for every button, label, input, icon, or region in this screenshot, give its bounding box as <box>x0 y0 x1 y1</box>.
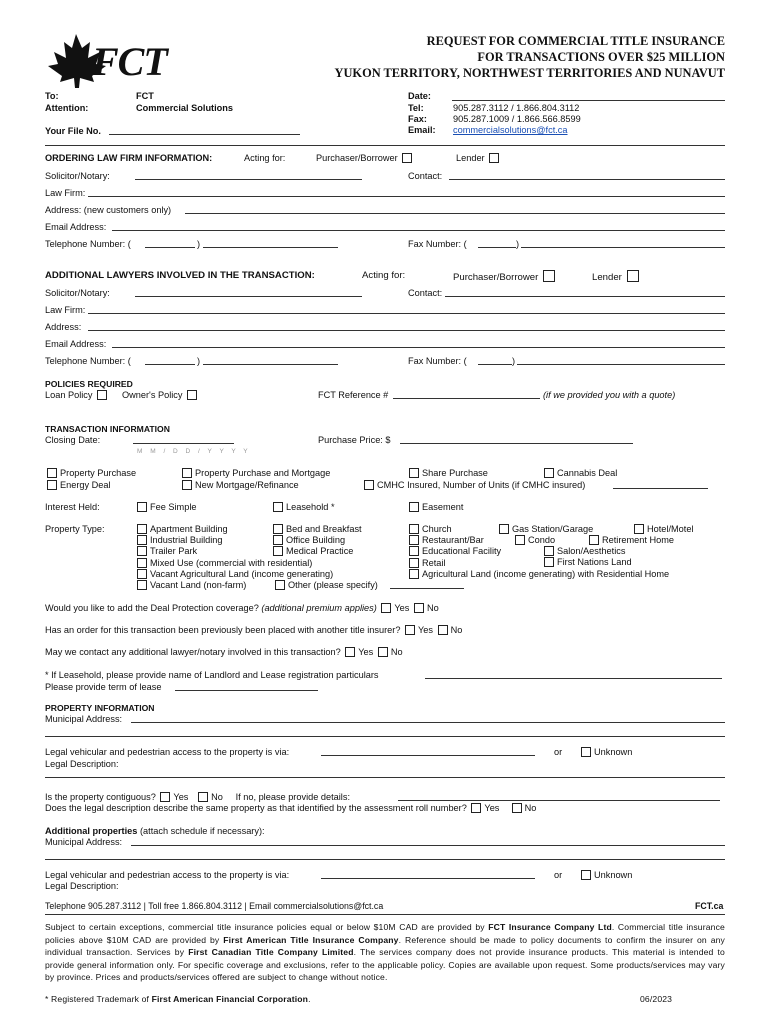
additional-purchaser-label: Purchaser/Borrower <box>453 272 539 283</box>
ptype-label: Agricultural Land (income generating) with Residential Home <box>422 568 670 579</box>
purchase-mortgage-option[interactable] <box>180 468 330 478</box>
q1-no-label: No <box>426 603 439 613</box>
additional-lawfirm-label: Law Firm: <box>45 305 86 315</box>
ptype-checkbox[interactable] <box>137 535 147 545</box>
legal-match-no-checkbox[interactable] <box>512 803 522 813</box>
policies-heading: POLICIES REQUIRED <box>45 379 133 389</box>
new-mortgage-checkbox[interactable] <box>182 480 192 490</box>
purchase-mortgage-label: Property Purchase and Mortgage <box>195 468 331 478</box>
additional-properties-note: (attach schedule if necessary): <box>139 826 265 836</box>
contiguous-no-label: No <box>211 792 223 802</box>
ordering-fax-field[interactable] <box>521 238 725 248</box>
additional-access-unknown-checkbox[interactable] <box>581 870 591 880</box>
ptype-gas-station[interactable] <box>497 524 593 534</box>
ptype-checkbox[interactable] <box>137 558 147 568</box>
ordering-solicitor-field[interactable] <box>135 170 362 180</box>
ptype-label: Trailer Park <box>150 546 198 557</box>
ptype-label: Office Building <box>286 535 346 546</box>
ptype-condo[interactable] <box>513 535 555 545</box>
leasehold-label: Leasehold * <box>286 502 335 512</box>
ptype-checkbox[interactable] <box>544 557 554 567</box>
ordering-heading: ORDERING LAW FIRM INFORMATION: <box>45 153 213 163</box>
additional-email-label: Email Address: <box>45 339 107 349</box>
additional-fax-field[interactable] <box>517 355 725 365</box>
contiguous-no-checkbox[interactable] <box>198 792 208 802</box>
legal-match-question <box>45 803 536 813</box>
access-unknown-checkbox[interactable] <box>581 747 591 757</box>
loan-policy-option[interactable] <box>45 390 110 400</box>
ptype-agri-residential[interactable] <box>407 569 669 580</box>
ptype-checkbox[interactable] <box>273 546 283 556</box>
trademark-text: * Registered Trademark of <box>45 994 152 1004</box>
legal-line-1 <box>45 777 725 778</box>
access-unknown-label: Unknown <box>594 747 633 757</box>
ordering-lender-label: Lender <box>456 153 485 163</box>
additional-solicitor-field[interactable] <box>135 287 362 297</box>
cannabis-option[interactable] <box>542 468 617 478</box>
additional-fax-area-field[interactable] <box>478 355 512 365</box>
disclaimer-first-american: First American Title Insurance Company <box>223 934 399 945</box>
q3-no-checkbox[interactable] <box>378 647 388 657</box>
form-title <box>335 33 725 81</box>
municipal-address-label: Municipal Address: <box>45 714 123 724</box>
ordering-telephone-label: Telephone Number: ( <box>45 239 131 249</box>
owner-policy-checkbox[interactable] <box>187 390 197 400</box>
if-no-label: If no, please provide details: <box>235 792 350 802</box>
ordering-contact-field[interactable] <box>449 170 725 180</box>
lease-term-field[interactable] <box>175 681 318 691</box>
divider <box>45 145 725 146</box>
date-label: Date: <box>408 91 431 101</box>
ptype-label: Condo <box>528 535 556 545</box>
ordering-solicitor-label: Solicitor/Notary: <box>45 171 110 181</box>
ptype-retirement[interactable] <box>587 535 674 545</box>
ptype-checkbox[interactable] <box>409 558 419 568</box>
ptype-checkbox[interactable] <box>515 535 525 545</box>
additional-contact-field[interactable] <box>445 287 725 297</box>
previous-order-question <box>45 625 462 635</box>
additional-telephone-label: Telephone Number: ( <box>45 356 131 366</box>
trademark-owner: First American Financial Corporation <box>151 994 309 1004</box>
address-line-2 <box>45 736 725 737</box>
ptype-label: Mixed Use (commercial with residential) <box>150 557 313 568</box>
ptype-label: Vacant Agricultural Land (income generating) <box>150 568 334 579</box>
additional-address-line-2 <box>45 859 725 860</box>
q3-text: May we contact any additional lawyer/notary involved in this transaction? <box>45 647 341 657</box>
additional-email-field[interactable] <box>112 338 725 348</box>
ptype-checkbox[interactable] <box>137 580 147 590</box>
property-purchase-checkbox[interactable] <box>47 468 57 478</box>
additional-acting-for: Acting for: <box>362 270 406 281</box>
loan-policy-label: Loan Policy <box>45 390 93 400</box>
owner-policy-label: Owner's Policy <box>122 390 183 400</box>
additional-access-label: Legal vehicular and pedestrian access to the property is via: <box>45 870 290 880</box>
purchase-price-field[interactable] <box>400 434 633 444</box>
ptype-first-nations[interactable] <box>542 557 632 567</box>
additional-fax-label: Fax Number: ( <box>408 356 467 366</box>
ptype-education[interactable] <box>407 546 669 557</box>
share-purchase-option[interactable] <box>407 468 488 478</box>
legal-match-yes-label: Yes <box>484 803 500 813</box>
ptype-checkbox[interactable] <box>499 524 509 534</box>
ptype-label: Retail <box>422 557 446 568</box>
ptype-office[interactable] <box>271 535 362 546</box>
additional-address-field[interactable] <box>88 321 725 331</box>
title-line-3: YUKON TERRITORY, NORTHWEST TERRITORIES AND NUNAVUT <box>334 66 725 80</box>
ordering-lender-checkbox[interactable] <box>489 153 499 163</box>
lease-term-label: Please provide term of lease <box>45 682 162 692</box>
ptype-label: Restaurant/Bar <box>422 535 484 546</box>
energy-deal-checkbox[interactable] <box>47 480 57 490</box>
deal-protection-question <box>45 603 439 613</box>
logo-text: FCT <box>92 39 167 84</box>
additional-address-label: Address: <box>45 322 82 332</box>
property-heading: PROPERTY INFORMATION <box>45 703 155 713</box>
new-mortgage-option[interactable] <box>180 480 299 490</box>
additional-lender-option[interactable] <box>592 270 642 283</box>
footer-divider <box>45 914 725 915</box>
quote-note: (if we provided you with a quote) <box>543 390 676 400</box>
ptype-label: Church <box>422 524 452 534</box>
additional-lender-checkbox[interactable] <box>627 270 639 282</box>
ptype-checkbox[interactable] <box>137 524 147 534</box>
disclaimer-p2: Commercial title insurance policies above $10M CAD are provided by <box>45 922 725 945</box>
q1-note: (additional premium applies) <box>261 603 377 613</box>
ordering-address-label: Address: (new customers only) <box>45 205 172 215</box>
disclaimer-first-canadian: First Canadian Title Company Limited <box>188 947 354 957</box>
purchase-mortgage-checkbox[interactable] <box>182 468 192 478</box>
additional-legal-description-label: Legal Description: <box>45 881 119 891</box>
q2-text: Has an order for this transaction been previously been placed with another title insurer? <box>45 625 401 635</box>
ptype-label: Bed and Breakfast <box>286 524 362 534</box>
additional-area-code-field[interactable] <box>145 355 195 365</box>
ptype-label: Hotel/Motel <box>647 524 694 534</box>
ptype-mixed-use[interactable] <box>135 558 333 569</box>
fee-simple-option[interactable] <box>135 502 196 512</box>
ordering-lawfirm-label: Law Firm: <box>45 188 86 198</box>
contiguous-yes-label: Yes <box>173 792 189 802</box>
easement-checkbox[interactable] <box>409 502 419 512</box>
fax-label: Fax: <box>408 114 427 124</box>
transaction-heading: TRANSACTION INFORMATION <box>45 424 170 434</box>
ptype-checkbox[interactable] <box>634 524 644 534</box>
cmhc-checkbox[interactable] <box>364 480 374 490</box>
access-field[interactable] <box>321 746 535 756</box>
ptype-label: Educational Facility <box>422 546 502 557</box>
disclaimer-p5: applicable policy. Copies are available upon request. Some products/services may vary by province. Prices and products/services offered are subject <box>45 959 725 982</box>
additional-telephone-field[interactable] <box>203 355 338 365</box>
ptype-label: Vacant Land (non-farm) <box>150 580 247 591</box>
property-purchase-label: Property Purchase <box>60 468 137 478</box>
purchase-price-label: Purchase Price: $ <box>318 435 391 445</box>
q3-yes-label: Yes <box>358 647 374 657</box>
q3-no-label: No <box>390 647 403 657</box>
ptype-label: Medical Practice <box>286 546 354 557</box>
q1-no-checkbox[interactable] <box>414 603 424 613</box>
disclaimer-fct-company: FCT Insurance Company Ltd <box>488 922 612 932</box>
additional-lender-label: Lender <box>592 272 622 283</box>
additional-properties-title: Additional properties <box>45 826 138 836</box>
disclaimer-p6: to change without notice. <box>288 972 388 982</box>
ptype-label: Salon/Aesthetics <box>557 546 626 556</box>
legal-description-label: Legal Description: <box>45 759 119 769</box>
leasehold-note: * If Leasehold, please provide name of Landlord and Lease registration particulars <box>45 670 379 680</box>
contact-lawyer-question <box>45 647 403 657</box>
additional-access-unknown-label: Unknown <box>594 870 633 880</box>
ordering-purchaser-checkbox[interactable] <box>402 153 412 163</box>
share-purchase-checkbox[interactable] <box>409 468 419 478</box>
cannabis-checkbox[interactable] <box>544 468 554 478</box>
additional-access-or: or <box>554 870 563 880</box>
additional-purchaser-checkbox[interactable] <box>543 270 555 282</box>
q1-yes-checkbox[interactable] <box>381 603 391 613</box>
disclaimer-p1: Subject to certain exceptions, commercial title insurance policies equal or below $10M CAD are provided by <box>45 922 489 932</box>
property-type-label: Property Type: <box>45 524 105 534</box>
ptype-other-label: Other (please specify) <box>288 580 378 590</box>
to-value: FCT <box>136 91 154 101</box>
fee-simple-label: Fee Simple <box>150 502 197 512</box>
leasehold-option[interactable] <box>271 502 335 512</box>
cmhc-label: CMHC Insured, Number of Units (if CMHC insured) <box>377 480 586 490</box>
share-purchase-label: Share Purchase <box>422 468 488 478</box>
ptype-checkbox[interactable] <box>273 524 283 534</box>
ptype-label: Apartment Building <box>150 524 228 534</box>
legal-match-yes-checkbox[interactable] <box>471 803 481 813</box>
ordering-fax-area-field[interactable] <box>478 238 516 248</box>
cannabis-label: Cannabis Deal <box>557 468 618 478</box>
q1-yes-label: Yes <box>394 603 410 613</box>
footer-contact-line: Telephone 905.287.3112 | Toll free 1.866.804.3112 | Email commercialsolutions@fct.ca <box>45 901 384 911</box>
form-date: 06/2023 <box>640 994 673 1004</box>
q2-no-label: No <box>450 625 463 635</box>
additional-access-field[interactable] <box>321 869 535 879</box>
date-field[interactable] <box>452 91 725 101</box>
q1-text: Would you like to add the Deal Protection coverage? <box>45 603 259 613</box>
additional-contact-label: Contact: <box>408 288 443 298</box>
new-mortgage-label: New Mortgage/Refinance <box>195 480 299 490</box>
q2-yes-label: Yes <box>418 625 434 635</box>
ordering-fax-paren: ) <box>516 239 520 249</box>
email-link[interactable]: commercialsolutions@fct.ca <box>453 125 568 135</box>
footer-site-link[interactable]: FCT.ca <box>695 901 724 911</box>
access-or: or <box>554 747 563 757</box>
ordering-contact-label: Contact: <box>408 171 443 181</box>
interest-held-label: Interest Held: <box>45 502 100 512</box>
contiguous-text: Is the property contiguous? <box>45 792 156 802</box>
municipal-address-field[interactable] <box>131 713 725 723</box>
additional-heading: ADDITIONAL LAWYERS INVOLVED IN THE TRANSACTION: <box>45 270 315 281</box>
contiguous-question <box>45 792 350 802</box>
contiguous-details-field[interactable] <box>398 791 720 801</box>
ptype-checkbox[interactable] <box>409 569 419 579</box>
closing-date-label: Closing Date: <box>45 435 101 445</box>
legal-match-text: Does the legal description describe the same property as that identified by the assessment roll number? <box>45 803 467 813</box>
landlord-field[interactable] <box>425 669 722 679</box>
fct-reference-field[interactable] <box>393 389 540 399</box>
additional-solicitor-label: Solicitor/Notary: <box>45 288 110 298</box>
to-label: To: <box>45 91 59 101</box>
title-line-2: FOR TRANSACTIONS OVER $25 MILLION <box>477 50 725 64</box>
file-label: Your File No. <box>45 126 101 136</box>
easement-label: Easement <box>422 502 464 512</box>
ptype-checkbox[interactable] <box>137 569 147 579</box>
ptype-medical[interactable] <box>271 546 362 557</box>
q2-yes-checkbox[interactable] <box>405 625 415 635</box>
fax-value: 905.287.1009 / 1.866.566.8599 <box>453 114 581 124</box>
ordering-purchaser-option[interactable] <box>316 153 415 163</box>
ptype-checkbox[interactable] <box>273 535 283 545</box>
cmhc-units-field[interactable] <box>613 479 708 489</box>
ordering-email-field[interactable] <box>112 221 725 231</box>
ordering-fax-label: Fax Number: ( <box>408 239 467 249</box>
tel-label: Tel: <box>408 103 424 113</box>
leasehold-checkbox[interactable] <box>273 502 283 512</box>
ordering-lawfirm-field[interactable] <box>88 187 725 197</box>
title-line-1: REQUEST FOR COMMERCIAL TITLE INSURANCE <box>426 34 725 48</box>
attention-value: Commercial Solutions <box>136 103 233 113</box>
ordering-paren: ) <box>197 239 201 249</box>
disclaimer-p3-end: . The services company does not <box>353 947 492 957</box>
additional-properties-heading <box>45 826 265 836</box>
ptype-other[interactable] <box>273 580 378 590</box>
ptype-other-checkbox[interactable] <box>275 580 285 590</box>
access-unknown-option[interactable] <box>579 747 632 757</box>
q3-yes-checkbox[interactable] <box>345 647 355 657</box>
ptype-salon[interactable] <box>542 546 625 556</box>
additional-paren: ) <box>197 356 201 366</box>
q2-no-checkbox[interactable] <box>438 625 448 635</box>
access-label: Legal vehicular and pedestrian access to the property is via: <box>45 747 290 757</box>
tel-value: 905.287.3112 / 1.866.804.3112 <box>453 103 580 113</box>
fct-reference-label: FCT Reference # <box>318 390 389 400</box>
ptype-other-field[interactable] <box>390 579 464 589</box>
ptype-checkbox[interactable] <box>137 546 147 556</box>
trademark-note: * Registered Trademark of First American Financial Corporation. <box>45 994 311 1004</box>
email-label: Email: <box>408 125 436 135</box>
ptype-label: Industrial Building <box>150 535 223 546</box>
disclaimer-p3: documents to confirm the insurer on any individual transaction. Services by <box>45 934 726 957</box>
energy-deal-label: Energy Deal <box>60 480 111 490</box>
additional-municipal-field[interactable] <box>131 836 725 846</box>
additional-lawfirm-field[interactable] <box>88 304 725 314</box>
ordering-purchaser-label: Purchaser/Borrower <box>316 153 398 163</box>
footer-disclaimer: Subject to certain exceptions, commercial title insurance policies equal or below $10M CAD are provided by FCT Insurance Company Ltd. Commercial title insurance policies above $10M CAD are provided by First American Title Insurance Company. Reference should be made to policy documents to confirm the insurer on any individual transaction. Services by First Canadian Title Company Limited. The services company does not provide insurance products. This material is intended to provide general information only. For specific coverage and exclusions, refer to the applicable policy. Copies are available upon request. Some products/services may vary by province. Prices and products/services offered are subject to change without notice. <box>45 922 726 982</box>
disclaimer-p4: provide insurance products. This material is intended to provide general information only. For specific coverage and exclusions, refer to the <box>45 947 725 970</box>
ptype-checkbox[interactable] <box>589 535 599 545</box>
date-format-hint: M M / D D / Y Y Y Y <box>137 448 251 455</box>
cmhc-option[interactable] <box>362 480 585 490</box>
attention-label: Attention: <box>45 103 89 113</box>
additional-access-unknown-option[interactable] <box>579 870 632 880</box>
ordering-telephone-field[interactable] <box>203 238 338 248</box>
easement-option[interactable] <box>407 502 463 512</box>
ptype-hotel[interactable] <box>632 524 693 534</box>
owner-policy-option[interactable] <box>122 390 200 400</box>
ordering-email-label: Email Address: <box>45 222 107 232</box>
loan-policy-checkbox[interactable] <box>97 390 107 400</box>
closing-date-field[interactable] <box>133 434 234 444</box>
ptype-vacant-agri[interactable] <box>135 569 333 580</box>
ptype-checkbox[interactable] <box>409 546 419 556</box>
ordering-acting-for: Acting for: <box>244 153 286 163</box>
ptype-checkbox[interactable] <box>409 524 419 534</box>
ordering-lender-option[interactable] <box>456 153 502 163</box>
additional-purchaser-option[interactable] <box>453 270 558 283</box>
fee-simple-checkbox[interactable] <box>137 502 147 512</box>
ptype-label: Gas Station/Garage <box>512 524 594 534</box>
disclaimer-p2-end: . Reference should be made to policy <box>398 934 554 945</box>
additional-municipal-label: Municipal Address: <box>45 837 123 847</box>
ordering-area-code-field[interactable] <box>145 238 195 248</box>
ptype-bnb[interactable] <box>271 524 362 535</box>
legal-match-no-label: No <box>524 803 537 813</box>
contiguous-yes-checkbox[interactable] <box>160 792 170 802</box>
property-purchase-option[interactable] <box>45 468 136 478</box>
file-number-field[interactable] <box>109 125 300 135</box>
ptype-label: First Nations Land <box>557 557 632 567</box>
ptype-checkbox[interactable] <box>409 535 419 545</box>
property-type-col2 <box>271 524 362 558</box>
ptype-checkbox[interactable] <box>544 546 554 556</box>
energy-deal-option[interactable] <box>45 480 111 490</box>
ptype-label: Retirement Home <box>602 535 674 545</box>
additional-fax-paren: ) <box>512 356 516 366</box>
ordering-address-field[interactable] <box>185 204 725 214</box>
